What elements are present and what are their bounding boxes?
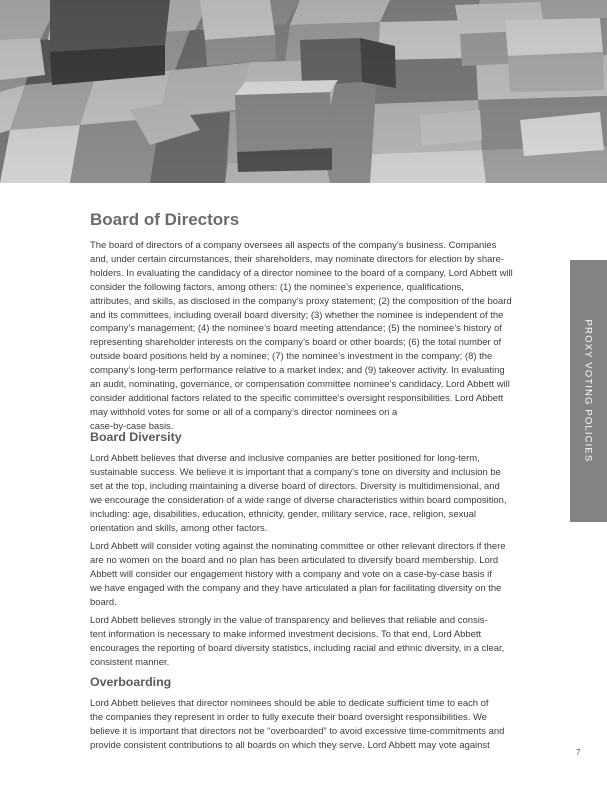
- text-line: representing shareholder interests on the company’s board or other boards; (6) the total number of: [90, 337, 502, 349]
- text-line: orientation and skills, among other factors.: [90, 522, 268, 534]
- text-line: Lord Abbett believes that diverse and inclusive companies are better positioned for long-term,: [90, 453, 480, 464]
- text-line: and, under certain circumstances, their shareholders, may nominate directors for election by share-: [90, 253, 504, 265]
- hero-image: [0, 0, 607, 183]
- text-line: are no women on the board and no plan has been articulated to diversify board membership. Lord: [90, 554, 499, 566]
- paragraph-board-diversity-1: [90, 452, 530, 535]
- text-line: including: age, disabilities, education, ethnicity, gender, military service, race, religion, sexual: [90, 508, 476, 520]
- wooden-blocks-photo: [0, 0, 607, 183]
- text-line: set at the top, including maintaining a diverse board of directors. Diversity is multidimensional, and: [90, 480, 500, 492]
- text-line: encourages the reporting of board diversity statistics, including racial and ethnic diversity, in a clear,: [90, 642, 505, 654]
- paragraph-board-diversity-3: [90, 614, 530, 670]
- text-line: we encourage the consideration of a wide range of diverse characteristics within board composition,: [90, 494, 507, 506]
- section-title-board-diversity: Board Diversity: [90, 430, 182, 444]
- text-line: an audit, nominating, governance, or compensation committee nominee’s candidacy, Lord Abbett will: [90, 379, 510, 391]
- text-line: The board of directors of a company oversees all aspects of the company’s business. Companies: [90, 240, 497, 251]
- text-line: attributes, and skills, as disclosed in the company’s proxy statement; (2) the composition of the board: [90, 295, 512, 307]
- text-line: Lord Abbett will consider voting against the nominating committee or other relevant directors if there: [90, 541, 506, 552]
- section-side-tab: [570, 260, 607, 522]
- text-line: Abbett will consider our engagement history with a company and vote on a case-by-case basis if: [90, 568, 492, 580]
- text-line: provide consistent contributions to all boards on which they serve. Lord Abbett may vote against: [90, 739, 490, 751]
- page-number: 7: [576, 748, 581, 757]
- text-line: we have engaged with the company and they have articulated a plan for facilitating diversity on the: [90, 582, 502, 594]
- text-line: tent information is necessary to make informed investment decisions. To that end, Lord Abbett: [90, 628, 482, 640]
- paragraph-overboarding: [90, 697, 530, 753]
- text-line: case-by-case basis.: [90, 420, 174, 432]
- text-line: consider additional factors related to the specific committee’s oversight responsibilities. Lord Abbett: [90, 392, 504, 404]
- text-line: company’s long-term performance relative to a market index; and (9) takeover activity. In evaluating: [90, 365, 505, 377]
- paragraph-board-of-directors: [90, 239, 530, 434]
- paragraph-board-diversity-2: [90, 540, 530, 610]
- text-line: Lord Abbett believes that director nominees should be able to dedicate sufficient time to each of: [90, 698, 489, 709]
- text-line: and its committees, including overall board diversity; (3) whether the nominee is independent of the: [90, 309, 504, 321]
- text-line: may withhold votes for some or all of a company’s director nominees on a: [90, 406, 398, 418]
- section-title-overboarding: Overboarding: [90, 675, 172, 689]
- text-line: consider the following factors, among others: (1) the nominee’s experience, qualifications,: [90, 281, 464, 293]
- text-line: sustainable success. We believe it is important that a company’s tone on diversity and inclusion be: [90, 466, 501, 478]
- text-line: Lord Abbett believes strongly in the value of transparency and believes that reliable and consis-: [90, 615, 488, 626]
- text-line: consistent manner.: [90, 656, 170, 668]
- text-line: believe it is important that directors not be “overboarded” to avoid excessive time-commitments and: [90, 725, 505, 737]
- text-line: the companies they represent in order to fully execute their board oversight responsibilities. We: [90, 711, 487, 723]
- text-line: company’s management; (4) the nominee’s board meeting attendance; (5) the nominee’s history of: [90, 323, 502, 335]
- side-tab-label: PROXY VOTING POLICIES: [582, 319, 594, 463]
- section-title-board-of-directors: Board of Directors: [90, 210, 240, 229]
- text-line: board.: [90, 596, 117, 608]
- text-line: holders. In evaluating the candidacy of a director nominee to the board of a company, Lord Abbett will: [90, 267, 513, 279]
- text-line: outside board positions held by a nominee; (7) the nominee’s investment in the company; (8) the: [90, 351, 493, 363]
